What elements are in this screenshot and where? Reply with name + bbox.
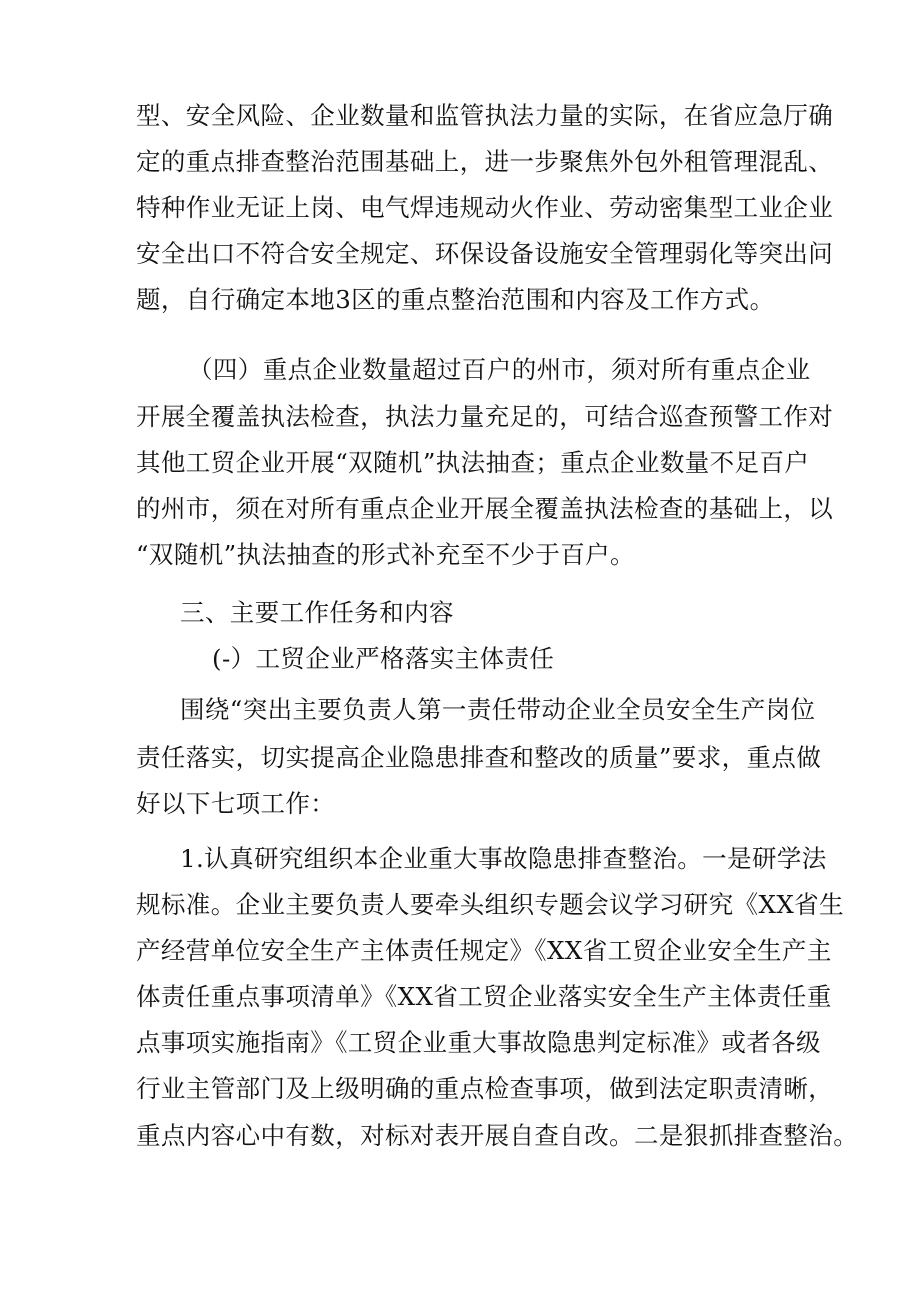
text-line: “双随机”执法抽查的形式补充至不少于百户。 (136, 540, 635, 569)
text-line: 其他工贸企业开展“双随机”执法抽查；重点企业数量不足百户 (136, 448, 810, 477)
text-line: 产经营单位安全生产主体责任规定》《XX省工贸企业安全生产主 (136, 936, 832, 965)
text-line: 特种作业无证上岗、电气焊违规动火作业、劳动密集型工业企业 (136, 193, 834, 222)
text-line: 安全出口不符合安全规定、环保设备设施安全管理弱化等突出问 (136, 239, 834, 268)
text-line: （四）重点企业数量超过百户的州市，须对所有重点企业 (188, 355, 811, 384)
text-line: 1.认真研究组织本企业重大事故隐患排查整治。一是研学法 (180, 844, 827, 873)
text-line: 题，自行确定本地3区的重点整治范围和内容及工作方式。 (136, 285, 775, 314)
text-line: 围绕“突出主要负责人第一责任带动企业全员安全生产岗位 (180, 695, 816, 724)
text-line: 责任落实，切实提高企业隐患排查和整改的质量”要求，重点做 (136, 743, 822, 772)
text-line: 重点内容心中有数，对标对表开展自查自改。二是狠抓排查整治。 (136, 1121, 859, 1150)
text-line: 定的重点排查整治范围基础上，进一步聚焦外包外租管理混乱、 (136, 147, 834, 176)
text-line: 型、安全风险、企业数量和监管执法力量的实际，在省应急厅确 (136, 101, 834, 130)
text-line: 行业主管部门及上级明确的重点检查事项，做到法定职责清晰， (136, 1074, 834, 1103)
text-line: 规标准。企业主要负责人要牵头组织专题会议学习研究《XX省生 (136, 890, 844, 919)
text-line: 的州市，须在对所有重点企业开展全覆盖执法检查的基础上，以 (136, 494, 834, 523)
text-line: 点事项实施指南》《工贸企业重大事故隐患判定标准》或者各级 (136, 1028, 821, 1057)
text-line: 好以下七项工作： (136, 789, 336, 818)
text-line: 体责任重点事项清单》《XX省工贸企业落实安全生产主体责任重 (136, 982, 832, 1011)
text-line: 开展全覆盖执法检查，执法力量充足的，可结合巡查预警工作对 (136, 402, 834, 431)
subsection-heading: (-）工贸企业严格落实主体责任 (212, 644, 555, 673)
section-heading: 三、主要工作任务和内容 (180, 598, 454, 627)
